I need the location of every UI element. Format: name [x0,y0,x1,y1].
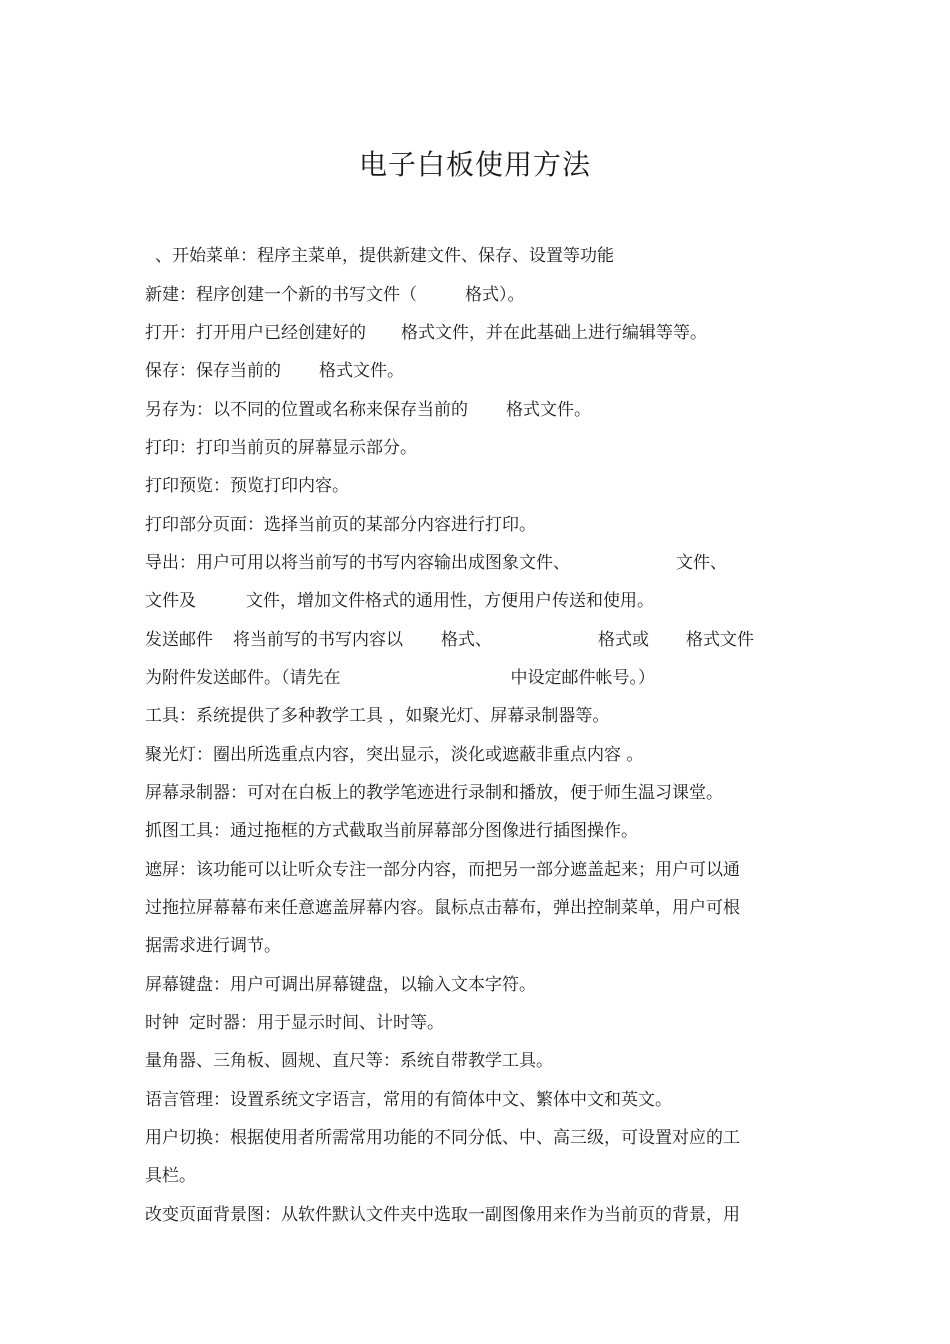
text: 据需求进行调节。 [145,936,281,956]
line-screen-shade-cont1 [145,893,740,918]
line-start-menu [155,241,614,266]
text: 过拖拉屏幕幕布来任意遮盖屏幕内容。鼠标点击幕布，弹出控制菜单，用户可根 [145,898,740,918]
text: 遮屏：该功能可以让听众专注一部分内容，而把另一部分遮盖起来；用户可以通 [145,860,740,880]
text: 格式或 [598,630,649,650]
line-print-partial [145,510,536,535]
text: 、开始菜单：程序主菜单，提供新建文件、保存、设置等功能 [155,246,614,266]
text: 语言管理：设置系统文字语言，常用的有简体中文、繁体中文和英文。 [145,1090,672,1110]
text: 新建：程序创建一个新的书写文件（ [145,285,417,305]
line-screen-keyboard [145,970,536,995]
text: 另存为：以不同的位置或名称来保存当前的 [145,400,468,420]
text: 聚光灯：圈出所选重点内容，突出显示，淡化或遮蔽非重点内容 。 [145,745,644,765]
line-send-mail-cont [145,663,655,688]
text: 文件，增加文件格式的通用性，方便用户传送和使用。 [246,591,654,611]
line-print [145,433,417,458]
line-save [145,356,404,381]
line-background [145,1200,740,1225]
text: 屏幕键盘：用户可调出屏幕键盘，以输入文本字符。 [145,975,536,995]
text: 时钟 [145,1013,179,1033]
text: 打开：打开用户已经创建好的 [145,323,366,343]
text: 为附件发送邮件。（请先在 [145,668,341,688]
text: 将当前写的书写内容以 [233,630,403,650]
text: 定时器：用于显示时间、计时等。 [189,1013,444,1033]
text: 文件、 [676,553,727,573]
text: 屏幕录制器：可对在白板上的教学笔迹进行录制和播放，便于师生温习课堂。 [145,783,723,803]
text: 具栏。 [145,1166,196,1186]
text: 改变页面背景图：从软件默认文件夹中选取一副图像用来作为当前页的背景，用 [145,1205,740,1225]
line-tools [145,701,609,726]
line-open [145,318,707,343]
text: 打印：打印当前页的屏幕显示部分。 [145,438,417,458]
text: 格式、 [441,630,492,650]
line-user-switch [145,1123,740,1148]
text: 保存：保存当前的 [145,361,281,381]
text: 量角器、三角板、圆规、直尺等：系统自带教学工具。 [145,1051,553,1071]
text: 打印部分页面：选择当前页的某部分内容进行打印。 [145,515,536,535]
text: 中设定邮件帐号。） [510,668,655,688]
text: 工具：系统提供了多种教学工具 ，如聚光灯、屏幕录制器等。 [145,706,610,726]
text: 格式文件。 [319,361,404,381]
document-title: 电子白板使用方法 [358,148,591,181]
line-screen-shade-cont2 [145,931,281,956]
line-user-switch-cont [145,1161,196,1186]
line-screen-recorder [145,778,723,803]
line-spotlight [145,740,643,765]
text: 抓图工具：通过拖框的方式截取当前屏幕部分图像进行插图操作。 [145,821,638,841]
line-send-mail [145,625,754,650]
line-export [145,548,727,573]
line-screen-shade [145,855,740,880]
text: 导出：用户可用以将当前写的书写内容输出成图象文件、 [145,553,570,573]
line-new [145,280,525,305]
line-geometry-tools [145,1046,553,1071]
text: 文件及 [145,591,196,611]
line-save-as [145,395,591,420]
text: 格式文件。 [506,400,591,420]
line-export-cont [145,586,654,611]
text: 打印预览：预览打印内容。 [145,476,349,496]
line-language [145,1085,672,1110]
text: 格式）。 [465,285,525,305]
line-capture-tool [145,816,638,841]
text: 格式文件，并在此基础上进行编辑等等。 [401,323,707,343]
line-clock-timer [145,1008,444,1033]
text: 发送邮件 [145,630,213,650]
text: 用户切换：根据使用者所需常用功能的不同分低、中、高三级，可设置对应的工 [145,1128,740,1148]
text: 格式文件 [686,630,754,650]
line-print-preview [145,471,349,496]
